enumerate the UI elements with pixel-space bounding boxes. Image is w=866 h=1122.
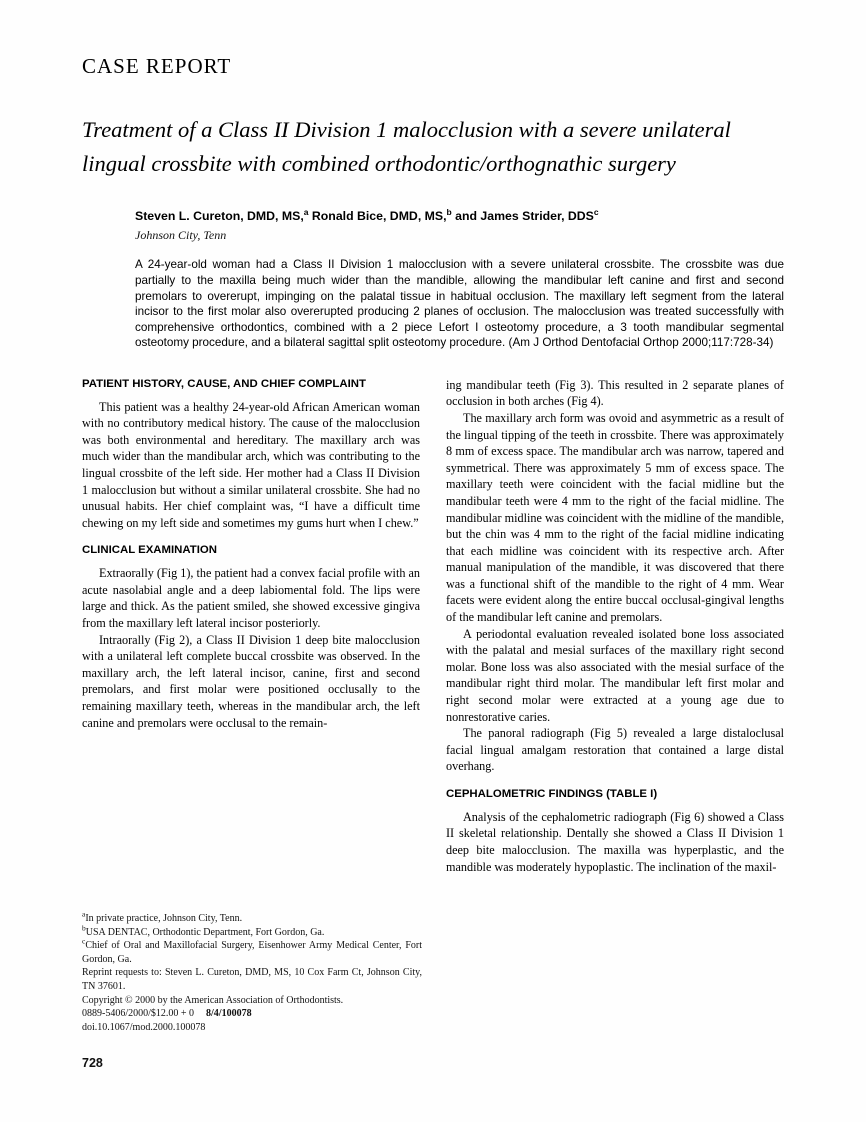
left-column <box>82 377 420 875</box>
author-name-1: Steven L. Cureton, DMD, MS, <box>135 209 304 224</box>
footnote-mark-a: a <box>82 909 86 919</box>
footnote-affiliation-b <box>82 923 422 940</box>
paragraph-extraoral-findings: Extraorally (Fig 1), the patient had a convex facial profile with an acute nasolabial angle and a deep labiomental fold. The lips were large and thick. As the patient smiled, she showed excessive gingiva from the maxillary left lateral incisor posteriorly. <box>82 566 420 630</box>
section-heading-clinical-examination: CLINICAL EXAMINATION <box>82 544 217 557</box>
footnote-article-code: 8/4/100078 <box>206 1008 252 1020</box>
author-name-2: Ronald Bice, DMD, MS, <box>308 209 447 224</box>
paragraph-intraoral-findings: Intraorally (Fig 2), a Class II Division 1 deep bite malocclusion with a unilateral left complete buccal crossbite was observed. In the maxillary arch, the left lateral incisor, canine, first and second premolars, and first molar were positioned occlusally to the remaining maxillary teeth, whereas in the mandibular arch, the left canine and premolars were occlusal to the remain- <box>82 632 420 730</box>
right-column <box>446 377 784 875</box>
author-affiliation-mark-2: b <box>446 207 452 218</box>
page-content <box>82 54 784 875</box>
footnote-reprint-requests: Reprint requests to: Steven L. Cureton, DMD, MS, 10 Cox Farm Ct, Johnson City, TN 37601. <box>82 967 422 992</box>
section-heading-patient-history: PATIENT HISTORY, CAUSE, AND CHIEF COMPLAINT <box>82 377 366 390</box>
footnote-copyright: Copyright © 2000 by the American Association of Orthodontists. <box>82 994 344 1006</box>
author-location: Johnson City, Tenn <box>135 228 227 243</box>
footnote-block <box>82 909 422 1034</box>
footnote-text-b: USA DENTAC, Orthodontic Department, Fort Gordon, Ga. <box>85 926 325 938</box>
page-number: 728 <box>82 1056 103 1070</box>
body-columns <box>82 377 784 875</box>
footnote-mark-c: c <box>82 936 86 946</box>
footnote-text-c: Chief of Oral and Maxillofacial Surgery, Eisenhower Army Medical Center, Fort Gordon, Ga. <box>82 940 422 965</box>
article-title: Treatment of a Class II Division 1 malocclusion with a severe unilateral lingual crossbite with combined orthodontic/orthognathic surgery <box>82 117 731 177</box>
abstract-text: A 24-year-old woman had a Class II Division 1 malocclusion with a severe unilateral crossbite. The crossbite was due partially to the maxilla being much wider than the mandible, allowing the mandibular left canine and first and second premolars to overerupt, impinging on the palatal tissue in habitual occlusion. The maxillary left segment from the lateral incisor to the first molar also overerupted producing 2 planes of occlusion. The malocclusion was treated successfully with comprehensive orthodontics, combined with a 2 piece Lefort I osteotomy procedure, a 3 tooth mandibular segmental osteotomy procedure, and a bilateral sagittal split osteotomy procedure. (Am J Orthod Dentofacial Orthop 2000;117:728-34) <box>135 258 784 350</box>
paragraph-patient-history: This patient was a healthy 24-year-old African American woman with no contributory medical history. The cause of the malocclusion was both environmental and hereditary. The maxillary arch was much wider than the mandibular arch, which was contributing to the lingual crossbite of the left side. Her mother had a Class II Division 1 malocclusion but without a similar unilateral crossbite. She had no unusual habits. Her chief complaint was, “I have a difficult time chewing on my left side and sometimes my gums hurt when I chew.” <box>82 399 420 530</box>
footnote-issn-code: 0889-5406/2000/$12.00 + 0 <box>82 1008 195 1020</box>
byline-block <box>135 209 784 350</box>
footnote-pricing-code <box>82 1007 422 1021</box>
footnote-mark-b: b <box>82 923 86 933</box>
author-affiliation-mark-3: c <box>593 207 599 218</box>
paragraph-periodontal-evaluation: A periodontal evaluation revealed isolated bone loss associated with the palatal and mesial surfaces of the maxillary right second molar. Bone loss was also associated with the mesial surface of the mandibular right third molar. The mandibular left first molar and right second molar were extracted at a young age due to nonrestorative caries. <box>446 626 784 724</box>
author-affiliation-mark-1: a <box>303 207 309 218</box>
section-heading-cephalometric-findings: CEPHALOMETRIC FINDINGS (TABLE I) <box>446 788 658 800</box>
footnote-affiliation-a <box>82 909 422 926</box>
section-kicker: CASE REPORT <box>82 54 232 78</box>
footnote-affiliation-c <box>82 936 422 966</box>
paragraph-cephalometric-analysis: Analysis of the cephalometric radiograph (Fig 6) showed a Class II skeletal relationship. Dentally she showed a Class II Division 1 deep bite malocclusion. The maxilla was hyperplastic, and the mandible was moderately hypoplastic. The inclination of the maxil- <box>446 809 784 874</box>
author-name-3: and James Strider, DDS <box>451 209 594 224</box>
authors-line <box>135 209 784 223</box>
footnote-text-a: In private practice, Johnson City, Tenn. <box>85 913 243 924</box>
paragraph-panoral-radiograph: The panoral radiograph (Fig 5) revealed a large distaloclusal facial lingual amalgam restoration that contained a large distal overhang. <box>446 726 784 774</box>
paragraph-arch-form: The maxillary arch form was ovoid and asymmetric as a result of the lingual tipping of the teeth in crossbite. There was approximately 8 mm of excess space. The mandibular arch was narrow, tapered and symmetrical. There was approximately 5 mm of excess space. The maxillary teeth were coincident with the facial midline but the mandibular teeth were 4 mm to the right of the facial midline. The mandibular midline was coincident with the midline of the mandible, but the chin was 4 mm to the right of the facial midline indicating that each midline was coincident with its respective arch. After manual manipulation of the mandible, it was discovered that there was a functional shift of the mandible to the right of 4 mm. Wear facets were evident along the entire buccal occlusal-gingival lengths of the mandibular left canine and premolars. <box>446 410 784 625</box>
paragraph-continuation: ing mandibular teeth (Fig 3). This resulted in 2 separate planes of occlusion in both arches (Fig 4). <box>446 377 784 409</box>
footnote-doi: doi.10.1067/mod.2000.100078 <box>82 1021 206 1033</box>
